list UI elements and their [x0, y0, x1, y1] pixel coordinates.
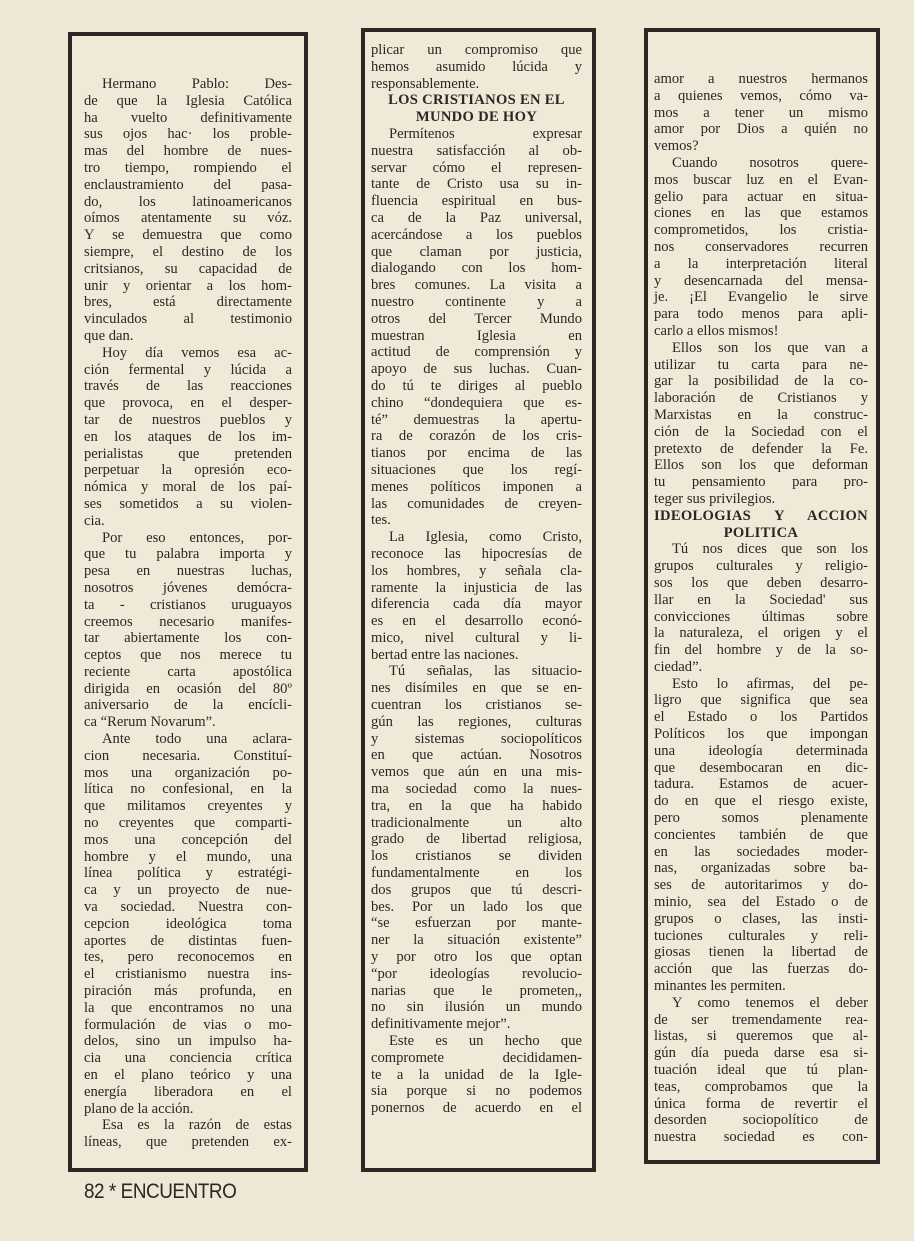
text-line: diferencia cada día mayor — [371, 596, 582, 613]
text-line: convicciones últimas sobre — [654, 608, 868, 625]
text-line: en el plano teórico y una — [84, 1067, 292, 1084]
text-line: amor a nuestros hermanos — [654, 71, 868, 87]
text-line: giosas tienen la libertad de — [654, 944, 868, 961]
text-line: minio, sea del Estado o de — [654, 894, 868, 911]
text-line: tu pensamiento para pro- — [654, 474, 868, 491]
text-line: el Estado o los Partidos — [654, 709, 868, 726]
text-line: Y como tenemos el deber — [672, 994, 868, 1011]
text-line: compromete decididamen- — [371, 1049, 582, 1066]
text-line: hemos asumido lúcida y — [371, 58, 582, 75]
text-line: tes, pero reconocemos en — [84, 949, 292, 966]
text-line: mas del hombre de nues- — [84, 143, 292, 160]
paragraph — [654, 71, 868, 155]
text-line: actitud de comprensión y — [371, 344, 582, 361]
text-line: Políticos los que impongan — [654, 726, 868, 743]
text-line: de ser tremendamente rea- — [654, 1011, 868, 1028]
text-line: es en el desarrollo econó- — [371, 613, 582, 630]
text-line: mico, nivel cultural y li- — [371, 629, 582, 646]
text-line: ramente la injusticia de las — [371, 579, 582, 596]
text-line: listas, si queremos que al- — [654, 1028, 868, 1045]
text-line: nos conservadores recurren — [654, 238, 868, 255]
paragraph — [371, 663, 582, 1033]
text-line: pero somos plenamente — [654, 810, 868, 827]
text-line: sos los que deben desarro- — [654, 574, 868, 591]
text-line: Cuando nosotros quere- — [672, 154, 868, 171]
text-line: Ante todo una aclara- — [102, 731, 292, 748]
heading-line: POLITICA — [723, 524, 799, 541]
heading-line: LOS CRISTIANOS EN EL — [388, 92, 565, 109]
text-line: tadura. Estamos de acuer- — [654, 776, 868, 793]
text-line: Hermano Pablo: Des- — [102, 76, 292, 92]
text-line: aniversario de la encícli- — [84, 697, 292, 714]
text-line: “se esfuerzan por mante- — [371, 915, 582, 932]
text-line: gún las regiones, culturas — [371, 713, 582, 730]
text-line: nuestra sociedad es con- — [654, 1129, 868, 1146]
text-line: ra de corazón de los cris- — [371, 428, 582, 445]
text-line: té” demuestras la apertu- — [371, 411, 582, 428]
text-line: ca y un proyecto de nue- — [84, 882, 292, 899]
article-column-2 — [361, 28, 596, 1172]
text-line: concientes también de que — [654, 826, 868, 843]
text-line: acercándose a los pueblos — [371, 226, 582, 243]
text-line: tuación ideal que tú plan- — [654, 1062, 868, 1079]
section-heading — [654, 508, 868, 542]
text-line: ceptos que nos merece tu — [84, 647, 292, 664]
text-line: sia porque si no podemos — [371, 1083, 582, 1100]
text-line: “por ideologías revolucio- — [371, 965, 582, 982]
text-line: unir y orientar a los hom- — [84, 277, 292, 294]
text-line: a la interpretación literal — [654, 255, 868, 272]
text-line: tro tiempo, rompiendo el — [84, 159, 292, 176]
text-line: comprometidos, los cristia- — [654, 222, 868, 239]
text-line: laboración de Cristianos y — [654, 390, 868, 407]
footer-separator: * — [108, 1180, 116, 1203]
text-line: bres comunes. La visita a — [371, 277, 582, 294]
text-line: va sociedad. Nuestra con- — [84, 899, 292, 916]
text-line: ses de autoritarimos y do- — [654, 877, 868, 894]
text-line: hombre y el mundo, una — [84, 848, 292, 865]
text-line: minantes les permiten. — [654, 978, 786, 995]
text-line: ner la situación existente” — [371, 932, 582, 949]
paragraph — [654, 676, 868, 995]
text-line: perialistas que pretenden — [84, 445, 292, 462]
heading-line: MUNDO DE HOY — [415, 109, 538, 126]
text-line: que desembocaran en dic- — [654, 759, 868, 776]
text-line: energía liberadora en el — [84, 1083, 292, 1100]
text-line: y sistemas sociopolíticos — [371, 730, 582, 747]
text-line: y desencarnada del mensa- — [654, 272, 868, 289]
text-line: mos una concepción del — [84, 831, 292, 848]
paragraph — [84, 345, 292, 530]
paragraph — [371, 529, 582, 663]
text-line: ción de la Sociedad con el — [654, 423, 868, 440]
text-line: las comunidades de creyen- — [371, 495, 582, 512]
text-line: través de las reacciones — [84, 378, 292, 395]
text-line: tes. — [371, 512, 391, 529]
text-line: gún día pueda darse esa si- — [654, 1045, 868, 1062]
text-line: servar cómo el represen- — [371, 159, 582, 176]
text-line: grado de libertad religiosa, — [371, 831, 582, 848]
text-line: piración más profunda, en — [84, 983, 292, 1000]
text-line: lítica no confesional, en la — [84, 781, 292, 798]
paragraph — [654, 340, 868, 508]
text-line: siempre, el destino de los — [84, 243, 292, 260]
text-line: fundamentalmente en los — [371, 865, 582, 882]
text-line: desorden sociopolítico de — [654, 1112, 868, 1129]
text-line: definitivamente mejor”. — [371, 1016, 511, 1033]
text-line: chino “dondequiera que es- — [371, 394, 582, 411]
text-line: aportes de distintas fuen- — [84, 932, 292, 949]
text-line: pesa en nuestras luchas, — [84, 563, 292, 580]
text-line: Hoy día vemos esa ac- — [102, 344, 292, 361]
text-line: la naturaleza, el origen y el — [654, 625, 868, 642]
text-line: fluencia espiritual en bus- — [371, 193, 582, 210]
text-line: en las sociedades moder- — [654, 843, 868, 860]
text-line: única forma de revertir el — [654, 1095, 868, 1112]
text-line: bes. Por un lado los que — [371, 898, 582, 915]
text-line: ma sociedad como la nues- — [371, 781, 582, 798]
page-number: 82 — [84, 1180, 105, 1203]
text-line: que claman por justicia, — [371, 243, 582, 260]
text-line: tra, en la que ha habido — [371, 797, 582, 814]
text-line: ligro que significa que sea — [654, 692, 868, 709]
text-line: Esa es la razón de estas — [102, 1117, 292, 1134]
text-line: cion necesaria. Constituí- — [84, 747, 292, 764]
text-line: que tu palabra importa y — [84, 546, 292, 563]
text-line: ca “Rerum Novarum”. — [84, 714, 216, 731]
text-line: Ellos son los que van a — [672, 339, 868, 356]
paragraph — [84, 731, 292, 1117]
text-line: no creyentes que comparti- — [84, 815, 292, 832]
text-line: cuentran los cristianos se- — [371, 697, 582, 714]
text-line: el cristianismo nuestra ins- — [84, 966, 292, 983]
text-line: formulación de vias o mo- — [84, 1016, 292, 1033]
text-line: ta - cristianos uruguayos — [84, 596, 292, 613]
text-line: utilizar tu carta para ne- — [654, 356, 868, 373]
text-line: gar la posibilidad de la co- — [654, 373, 868, 390]
text-line: los cristianos se dividen — [371, 848, 582, 865]
text-line: mos a tener un mismo — [654, 104, 868, 121]
text-line: en los ataques de los im- — [84, 428, 292, 445]
text-line: de que la Iglesia Católica — [84, 92, 292, 109]
text-line: ción fermental y lúcida a — [84, 361, 292, 378]
text-line: teger sus privilegios. — [654, 490, 776, 507]
text-line: para todo menos para apli- — [654, 306, 868, 323]
text-line: una ideología determinada — [654, 742, 868, 759]
text-line: vinculados al testimonio — [84, 311, 292, 328]
paragraph — [371, 42, 582, 92]
text-line: Por eso entonces, por- — [102, 529, 292, 546]
text-line: ciedad”. — [654, 658, 703, 675]
text-line: ponernos de acuerdo en el — [371, 1100, 582, 1117]
text-line: a quienes vemos, cómo va- — [654, 87, 868, 104]
text-line: narias que le prometen,, — [371, 982, 582, 999]
text-line: Permítenos expresar — [389, 125, 582, 142]
text-line: dirigida en ocasión del 80º — [84, 680, 292, 697]
text-line: pretexto de defender la Fe. — [654, 440, 868, 457]
text-line: delos, sino un impulso ha- — [84, 1033, 292, 1050]
text-line: la que encontramos no una — [84, 999, 292, 1016]
text-line: creemos necesario manifes- — [84, 613, 292, 630]
paragraph — [371, 1033, 582, 1117]
text-line: que provoca, en el desper- — [84, 395, 292, 412]
paragraph — [84, 1117, 292, 1151]
text-line: los hombres, y señala cla- — [371, 562, 582, 579]
text-line: amor por Dios a quién no — [654, 121, 868, 138]
text-line: Este es un hecho que — [389, 1033, 582, 1050]
text-line: que militamos creyentes y — [84, 798, 292, 815]
text-line: La Iglesia, como Cristo, — [389, 529, 582, 546]
text-line: nuestra satisfacción al ob- — [371, 142, 582, 159]
text-line: bres, está directamente — [84, 294, 292, 311]
text-line: líneas, que pretenden ex- — [84, 1134, 292, 1151]
text-line: mos una organización po- — [84, 764, 292, 781]
text-line: tianos por encima de las — [371, 445, 582, 462]
text-line: sus ojos hac· los proble- — [84, 126, 292, 143]
text-line: grupos o clases, las insti- — [654, 910, 868, 927]
text-line: fin del hombre y de la so- — [654, 642, 868, 659]
text-line: Tú nos dices que son los — [672, 541, 868, 558]
heading-line: IDEOLOGIAS Y ACCION — [654, 507, 868, 524]
text-line: nas, organizadas sobre ba- — [654, 860, 868, 877]
article-column-3 — [644, 28, 880, 1164]
text-line: nuestro continente y a — [371, 293, 582, 310]
paragraph — [84, 530, 292, 732]
text-line: mos buscar luz en el Evan- — [654, 171, 868, 188]
paragraph — [84, 76, 292, 345]
text-line: situaciones que los regí- — [371, 461, 582, 478]
text-line: do tú te diriges al pueblo — [371, 377, 582, 394]
text-line: Y se demuestra que como — [84, 227, 292, 244]
paragraph — [654, 155, 868, 340]
text-line: nes disímiles en que se en- — [371, 680, 582, 697]
text-line: nómica y moral de los paí- — [84, 479, 292, 496]
text-line: gelio para actuar en situa- — [654, 188, 868, 205]
text-line: perpetuar la opresión eco- — [84, 462, 292, 479]
text-line: ses sometidos a su violen- — [84, 495, 292, 512]
text-line: en que actúan. Nosotros — [371, 747, 582, 764]
text-line: no sin ilusión un mundo — [371, 999, 582, 1016]
page-footer — [84, 1180, 236, 1204]
text-line: ciones en las que estamos — [654, 205, 868, 222]
text-line: tuciones culturales y reli- — [654, 927, 868, 944]
text-line: Marxistas en la construc- — [654, 406, 868, 423]
text-line: dos grupos que tú descri- — [371, 881, 582, 898]
text-line: je. ¡El Evangelio le sirve — [654, 289, 868, 306]
text-line: carlo a ellos mismos! — [654, 322, 779, 339]
text-line: dialogando con los hom- — [371, 260, 582, 277]
text-line: línea política y estratégi- — [84, 865, 292, 882]
text-line: menes políticos imponen a — [371, 478, 582, 495]
text-line: tradicionalmente un alto — [371, 814, 582, 831]
text-line: llar en la Sociedad' sus — [654, 591, 868, 608]
paragraph — [371, 126, 582, 529]
text-line: vemos? — [654, 138, 699, 155]
section-heading — [371, 92, 582, 126]
text-line: plano de la acción. — [84, 1100, 194, 1117]
text-line: tar de nuestros pueblos y — [84, 411, 292, 428]
paragraph — [654, 995, 868, 1146]
article-column-1 — [68, 32, 308, 1172]
text-line: acción que las fuerzas do- — [654, 961, 868, 978]
text-line: muestran Iglesia en — [371, 327, 582, 344]
paragraph — [654, 541, 868, 675]
text-line: tante de Cristo usa su in- — [371, 176, 582, 193]
text-line: apoyo de sus luchas. Cuan- — [371, 361, 582, 378]
text-line: plicar un compromiso que — [371, 42, 582, 58]
magazine-title: ENCUENTRO — [120, 1180, 237, 1203]
text-line: critsianos, su capacidad de — [84, 260, 292, 277]
text-line: ca de la Paz universal, — [371, 209, 582, 226]
text-line: otros del Tercer Mundo — [371, 310, 582, 327]
text-line: responsablemente. — [371, 75, 480, 92]
text-line: Ellos son los que deforman — [654, 457, 868, 474]
text-line: que dan. — [84, 327, 134, 344]
text-line: teas, comprobamos que la — [654, 1078, 868, 1095]
text-line: cepcion ideológica toma — [84, 915, 292, 932]
text-line: tar abiertamente los con- — [84, 630, 292, 647]
text-line: bertad entre las naciones. — [371, 646, 519, 663]
text-line: Esto lo afirmas, del pe- — [672, 675, 868, 692]
text-line: grupos culturales y religio- — [654, 558, 868, 575]
text-line: y por otro los que optan — [371, 949, 582, 966]
text-line: enclaustramiento del pasa- — [84, 176, 292, 193]
text-line: do en que el riesgo existe, — [654, 793, 868, 810]
text-line: oímos atentamente su vóz. — [84, 210, 292, 227]
text-line: cia una conciencia crítica — [84, 1050, 292, 1067]
text-line: reconoce las hipocresías de — [371, 545, 582, 562]
text-line: te a la unidad de la Igle- — [371, 1066, 582, 1083]
text-line: nosotros jóvenes demócra- — [84, 579, 292, 596]
text-line: ha vuelto definitivamente — [84, 109, 292, 126]
text-line: Tú señalas, las situacio- — [389, 663, 582, 680]
text-line: reciente carta apostólica — [84, 663, 292, 680]
text-line: do, los latinoamericanos — [84, 193, 292, 210]
text-line: cia. — [84, 512, 105, 529]
text-line: vemos que aún en una mis- — [371, 764, 582, 781]
